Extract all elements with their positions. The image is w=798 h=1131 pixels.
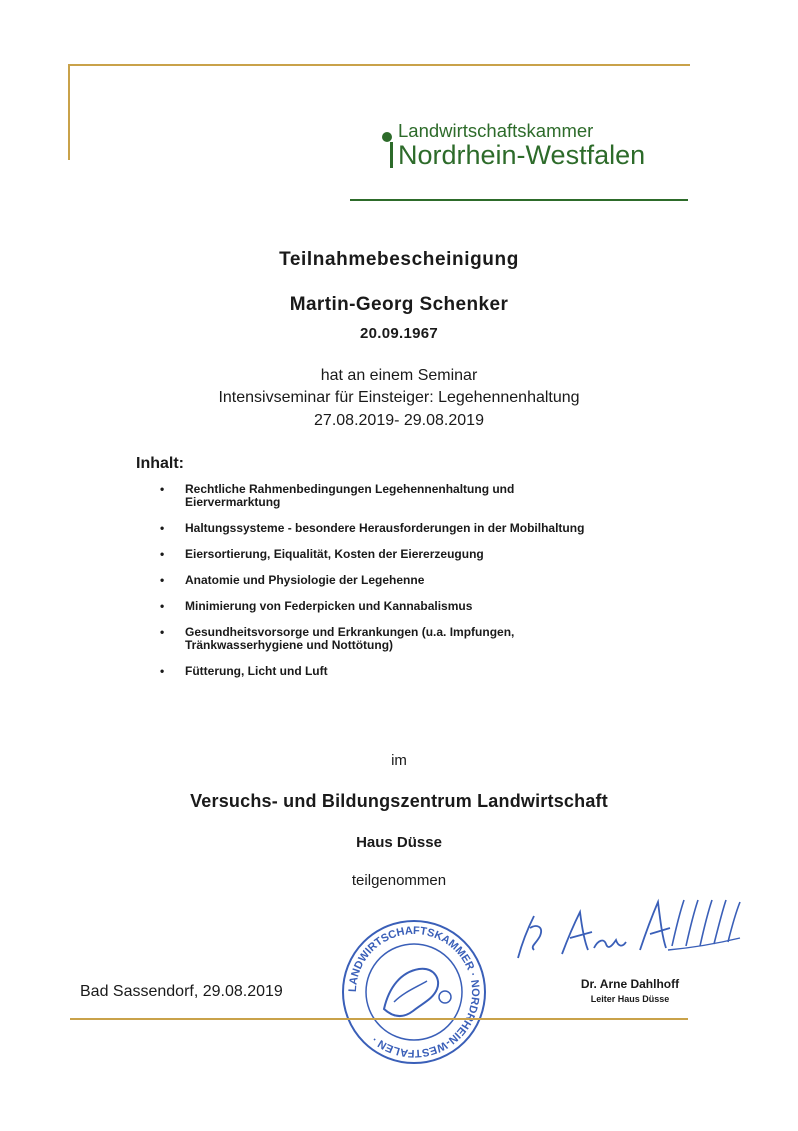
content-list-item <box>160 522 700 535</box>
bullet-icon: • <box>160 573 165 587</box>
bullet-icon: • <box>160 521 165 535</box>
svg-text:LANDWIRTSCHAFTSKAMMER · NORDRH <box>347 925 481 1059</box>
content-list-item <box>160 626 700 652</box>
signer-title: Leiter Haus Düsse <box>590 994 670 1004</box>
stamp-ring-text: LANDWIRTSCHAFTSKAMMER · NORDRHEIN-WESTFALEN · <box>346 924 482 1060</box>
logo-line-2: Nordrhein-Westfalen <box>398 140 646 170</box>
logo-bar-icon <box>390 142 393 168</box>
bullet-icon: • <box>160 547 165 561</box>
certificate-title: Teilnahmebescheinigung <box>279 249 519 270</box>
place-date: Bad Sassendorf, 29.08.2019 <box>80 983 283 1000</box>
content-list-item <box>160 600 700 613</box>
venue-prefix: im <box>391 752 407 769</box>
content-item-line: Haltungssysteme - besondere Herausforderungen in der Mobilhaltung <box>185 521 585 535</box>
content-list-item <box>160 574 700 587</box>
logo-underline <box>350 199 688 201</box>
house-name: Haus Düsse <box>356 834 442 851</box>
official-stamp <box>339 917 489 1067</box>
logo-dot-icon <box>382 132 392 142</box>
intro-text: hat an einem Seminar <box>320 367 478 384</box>
birth-date: 20.09.1967 <box>359 325 439 342</box>
bullet-icon: • <box>160 482 165 496</box>
content-list-item <box>160 483 700 509</box>
logo-line-1: Landwirtschaftskammer <box>398 120 594 141</box>
handwritten-signature <box>500 888 750 983</box>
participant-name: Martin-Georg Schenker <box>289 294 509 315</box>
seminar-title: Intensivseminar für Einsteiger: Legehennenhaltung <box>218 389 580 406</box>
organization-logo <box>382 120 692 170</box>
content-item-line: Eiervermarktung <box>185 495 281 509</box>
content-list-item <box>160 665 700 678</box>
content-item-line: Fütterung, Licht und Luft <box>185 664 328 678</box>
bullet-icon: • <box>160 599 165 613</box>
content-item-line: Tränkwasserhygiene und Nottötung) <box>185 638 394 652</box>
bullet-icon: • <box>160 625 165 639</box>
content-item-line: Minimierung von Federpicken und Kannabalismus <box>185 599 473 613</box>
frame-top-line <box>68 64 690 66</box>
content-item-line: Anatomie und Physiologie der Legehenne <box>185 573 425 587</box>
content-list-item <box>160 548 700 561</box>
bullet-icon: • <box>160 664 165 678</box>
signer-name: Dr. Arne Dahlhoff <box>580 977 680 991</box>
content-item-line: Eiersortierung, Eiqualität, Kosten der Eiererzeugung <box>185 547 484 561</box>
content-item-line: Rechtliche Rahmenbedingungen Legehennenhaltung und <box>185 482 515 496</box>
content-item-line: Gesundheitsvorsorge und Erkrankungen (u.a. Impfungen, <box>185 625 515 639</box>
footer-line <box>70 1018 688 1020</box>
institution-name: Versuchs- und Bildungszentrum Landwirtschaft <box>190 791 608 811</box>
frame-left-line <box>68 64 70 160</box>
participation-suffix: teilgenommen <box>351 872 447 889</box>
content-label: Inhalt: <box>136 455 184 472</box>
content-list <box>160 483 700 691</box>
seminar-dates: 27.08.2019- 29.08.2019 <box>314 412 484 429</box>
